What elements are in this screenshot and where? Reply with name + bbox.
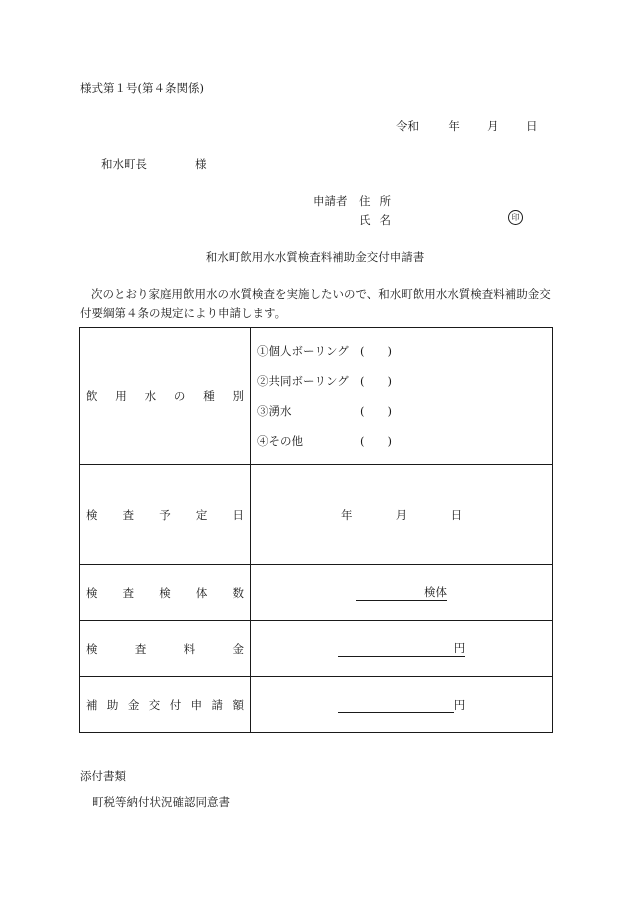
label-char: 検: [159, 585, 171, 600]
sample-count-row: [80, 565, 553, 621]
schedule-row: [80, 465, 553, 565]
schedule-day: 日: [450, 507, 463, 522]
water-type-label: [86, 388, 244, 404]
label-char: 検: [86, 641, 98, 656]
water-type-label-cell: [80, 328, 251, 465]
option-label: ①個人ボーリング: [257, 344, 349, 358]
water-type-option[interactable]: [257, 396, 552, 426]
subsidy-label-cell: [80, 677, 251, 733]
label-char: 検: [86, 507, 98, 522]
fee-label: [86, 641, 244, 657]
label-char: 補: [86, 697, 98, 712]
option-mark[interactable]: ( ): [360, 434, 392, 448]
schedule-label-cell: [80, 465, 251, 565]
subsidy-cell[interactable]: [251, 677, 553, 733]
form-number: 様式第１号(第４条関係): [80, 81, 204, 95]
option-label: ③湧水: [257, 404, 292, 418]
label-char: 飲: [86, 389, 98, 403]
date-era: 令和: [396, 119, 419, 133]
option-label: ②共同ボーリング: [257, 374, 349, 388]
label-char: 別: [232, 389, 244, 403]
water-type-option[interactable]: [257, 366, 552, 396]
sample-count-label: [86, 585, 244, 601]
label-char: 用: [115, 389, 127, 403]
name-label: 氏名: [359, 213, 400, 227]
subsidy-row: [80, 677, 553, 733]
label-char: 査: [134, 641, 147, 656]
date-year: 年: [448, 119, 460, 133]
option-mark[interactable]: ( ): [360, 374, 392, 388]
document-title: 和水町飲用水水質検査料補助金交付申請書: [205, 250, 425, 264]
fee-unit: 円: [453, 641, 466, 655]
option-label: ④その他: [257, 434, 303, 448]
subsidy-label: [86, 697, 244, 713]
water-type-options-cell: [251, 328, 553, 465]
sample-count-unit: 検体: [424, 585, 447, 599]
sample-count-cell[interactable]: [251, 565, 553, 621]
option-mark[interactable]: ( ): [360, 404, 392, 418]
schedule-year: 年: [340, 507, 353, 522]
sample-count-label-cell: [80, 565, 251, 621]
water-type-option[interactable]: [257, 426, 552, 456]
water-type-row: [80, 328, 553, 465]
label-char: 額: [232, 697, 244, 712]
water-type-options: [251, 336, 552, 456]
attachment-item: 町税等納付状況確認同意書: [92, 795, 230, 809]
label-char: 金: [232, 641, 244, 656]
label-char: 検: [86, 585, 98, 600]
date-line: [396, 118, 537, 134]
address-label: 住所: [359, 194, 400, 208]
schedule-date-cell[interactable]: [251, 465, 553, 565]
option-mark[interactable]: ( ): [360, 344, 392, 358]
addressee-honorific: 様: [195, 157, 207, 171]
label-char: 付: [169, 697, 182, 712]
fee-field[interactable]: [338, 640, 466, 657]
addressee-name: 和水町長: [101, 157, 147, 171]
label-char: 体: [195, 585, 208, 600]
label-char: 水: [144, 389, 157, 403]
fee-label-cell: [80, 621, 251, 677]
subsidy-unit: 円: [453, 697, 466, 712]
application-table: [79, 327, 553, 733]
label-char: 金: [127, 697, 140, 712]
label-char: 日: [232, 507, 244, 522]
schedule-label: [86, 507, 244, 523]
label-char: 種: [203, 389, 215, 403]
attachments-title: 添付書類: [80, 769, 126, 783]
label-char: 定: [195, 507, 208, 522]
fee-row: [80, 621, 553, 677]
label-char: 数: [232, 585, 244, 600]
addressee: [101, 156, 207, 172]
label-char: 申: [190, 697, 203, 712]
seal-mark: 印: [508, 210, 523, 225]
date-month: 月: [487, 119, 499, 133]
intro-paragraph: 次のとおり家庭用飲用水の水質検査を実施したいので、和水町飲用水水質検査料補助金交付要綱第４条の規定により申請します。: [80, 287, 551, 320]
label-char: の: [173, 389, 186, 403]
subsidy-field[interactable]: [338, 698, 466, 712]
water-type-option[interactable]: [257, 336, 552, 366]
schedule-month: 月: [395, 507, 408, 522]
label-char: 査: [122, 507, 135, 522]
fee-cell[interactable]: [251, 621, 553, 677]
label-char: 査: [122, 585, 135, 600]
label-char: 助: [106, 697, 119, 712]
sample-count-field[interactable]: [356, 584, 447, 601]
applicant-label: 申請者: [313, 194, 348, 208]
label-char: 予: [159, 507, 171, 522]
label-char: 請: [211, 697, 224, 712]
label-char: 料: [183, 641, 196, 656]
label-char: 交: [148, 697, 161, 712]
date-day: 日: [525, 119, 538, 133]
